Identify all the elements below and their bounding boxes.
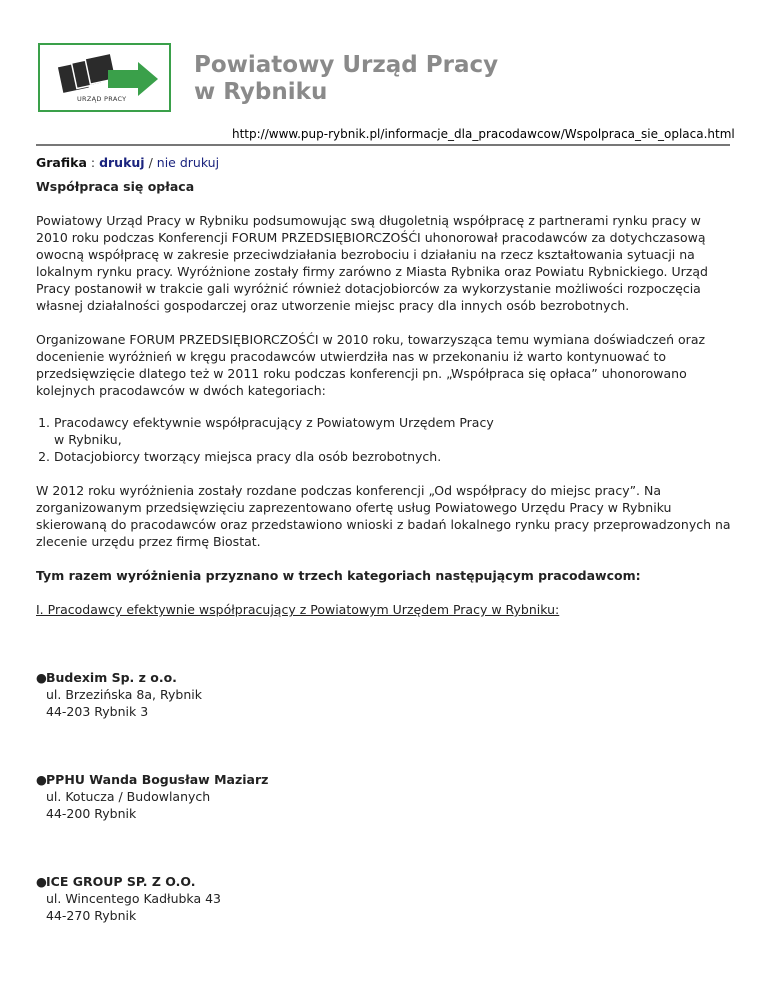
firm-name: ICE GROUP SP. Z O.O. — [46, 874, 196, 889]
bullet-icon: ● — [36, 772, 47, 787]
firm-list — [36, 669, 736, 924]
firm-city: 44-270 Rybnik — [46, 908, 137, 923]
firm-city: 44-203 Rybnik 3 — [46, 704, 149, 719]
firm-name: PPHU Wanda Bogusław Maziarz — [46, 772, 269, 787]
firm-street: ul. Brzezińska 8a, Rybnik — [46, 687, 202, 702]
page-url: http://www.pup-rybnik.pl/informacje_dla_pracodawcow/Wspolpraca_sie_oplaca.html — [232, 127, 735, 141]
bullet-icon: ● — [36, 670, 47, 685]
firm-item — [36, 771, 736, 822]
article-title: Współpraca się opłaca — [36, 179, 195, 194]
header-divider — [36, 144, 730, 146]
awards-summary: Tym razem wyróżnienia przyznano w trzech kategoriach następującym pracodawcom: — [36, 568, 641, 583]
no-print-link[interactable]: nie drukuj — [156, 155, 220, 170]
organization-name — [194, 52, 498, 106]
firm-item — [36, 873, 736, 924]
category-list — [36, 414, 494, 465]
graphics-label: Grafika — [36, 155, 87, 170]
category-item: 1. Pracodawcy efektywnie współpracujący z Powiatowym Urzędem Pracy w Rybniku, — [54, 414, 494, 448]
bullet-icon: ● — [36, 874, 47, 889]
firm-street: ul. Wincentego Kadłubka 43 — [46, 891, 221, 906]
firm-item — [36, 669, 736, 720]
section-heading-1: I. Pracodawcy efektywnie współpracujący z Powiatowym Urzędem Pracy w Rybniku: — [36, 602, 560, 617]
organization-name-line2: w Rybniku — [194, 79, 328, 105]
article-paragraph-3: W 2012 roku wyróżnienia zostały rozdane podczas konferencji „Od współpracy do miejsc pracy”. Na zorganizowanym przedsięwzięciu zaprezentowano ofertę usług Powiatowego Urzędu Pracy w Rybniku skierowaną do pracodawców oraz przedstawiono wnioski z badań lokalnego rynku pracy przeprowadzonych na zlecenie urzędu przez firmę Biostat. — [36, 483, 731, 549]
organization-name-line1: Powiatowy Urząd Pracy — [194, 52, 499, 78]
article-paragraph-2: Organizowane FORUM PRZEDSIĘBIORCZOŚĆI w 2010 roku, towarzysząca temu wymiana doświadczeń oraz docenienie wyróżnień w kręgu pracodawców utwierdziła nas w przekonaniu iż warto kontynuować to przedsięwzięcie dlatego też w 2011 roku podczas konferencji pn. „Współpraca się opłaca” uhonorowano kolejnych pracodawców w dwóch kategoriach: — [36, 332, 706, 398]
category-item: 2. Dotacjobiorcy tworzący miejsca pracy dla osób bezrobotnych. — [54, 448, 494, 465]
firm-street: ul. Kotucza / Budowlanych — [46, 789, 211, 804]
firm-city: 44-200 Rybnik — [46, 806, 137, 821]
logo-caption: URZĄD PRACY — [77, 95, 127, 103]
logo — [38, 43, 171, 112]
graphics-separator: : — [90, 155, 96, 170]
article — [36, 178, 736, 924]
print-link[interactable]: drukuj — [99, 155, 145, 170]
graphics-slash: / — [148, 155, 153, 170]
firm-name: Budexim Sp. z o.o. — [46, 670, 177, 685]
article-paragraph-1: Powiatowy Urząd Pracy w Rybniku podsumowując swą długoletnią współpracę z partnerami rynku pracy w 2010 roku podczas Konferencji FORUM PRZEDSIĘBIORCZOŚĆI uhonorował pracodawców za dotychczasową owocną współpracę w zakresie przeciwdziałania bezrobociu i działaniu na rzecz kształtowania sytuacji na lokalnym rynku pracy. Wyróżnione zostały firmy zarówno z Miasta Rybnika oraz Powiatu Rybnickiego. Urząd Pracy postanowił w trakcie gali wyróżnić również dotacjobiorców za wykorzystanie możliwości rozpoczęcia własnej działalności gospodarczej oraz utworzenie miejsc pracy dla innych osób bezrobotnych. — [36, 213, 708, 313]
graphics-toggle — [36, 155, 219, 170]
